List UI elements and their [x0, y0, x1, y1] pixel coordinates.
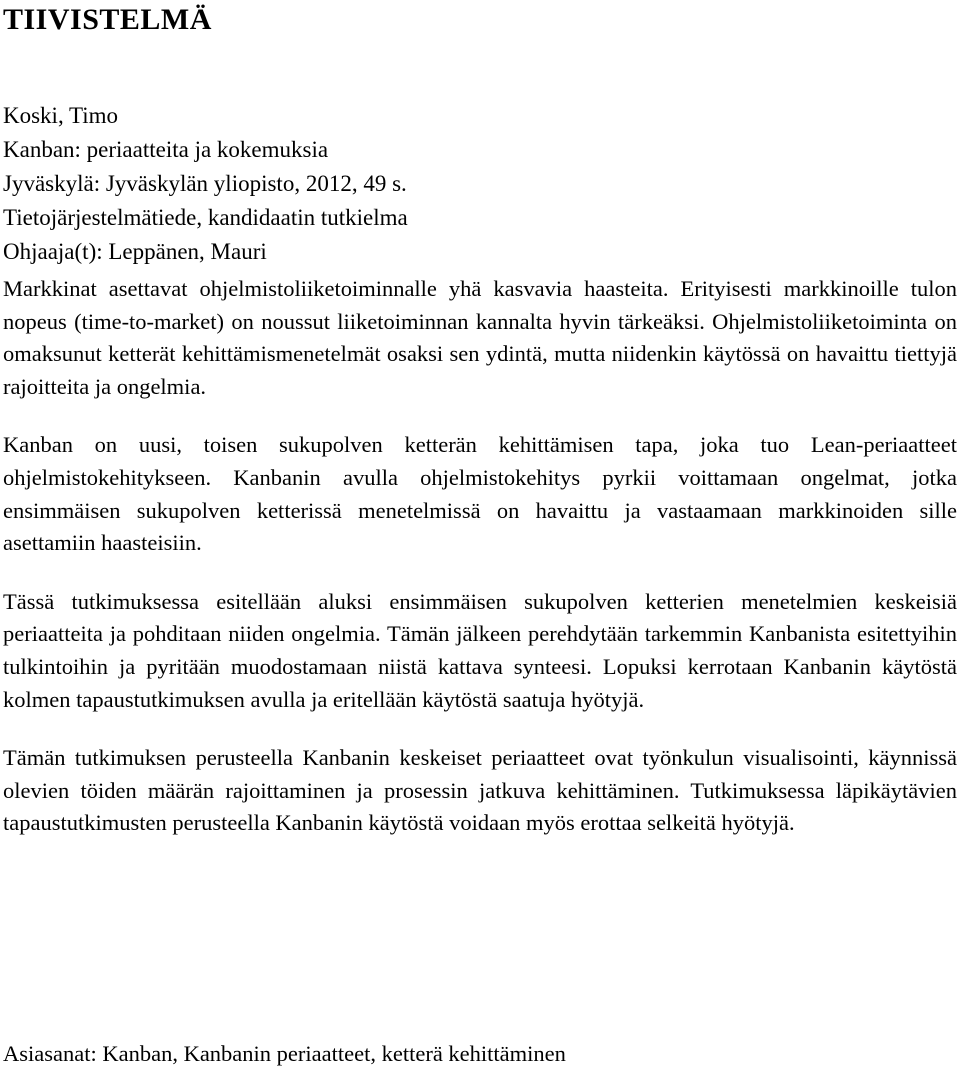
abstract-paragraph: Tässä tutkimuksessa esitellään aluksi ensimmäisen sukupolven ketterien menetelmien keskeisiä periaatteita ja pohditaan niiden ongelmia. Tämän jälkeen perehdytään tarkemmin Kanbanista esitettyihin tulkintoihin ja pyritään muodostamaan niistä kattava synteesi. Lopuksi kerrotaan Kanbanin käytöstä kolmen tapaustutkimuksen avulla ja eritellään käytöstä saatuja hyötyjä. [3, 588, 957, 712]
publisher-line: Jyväskylä: Jyväskylän yliopisto, 2012, 49 s. [3, 171, 407, 196]
keywords-line: Asiasanat: Kanban, Kanbanin periaatteet, ketterä kehittäminen [3, 1041, 566, 1066]
supervisor-line: Ohjaaja(t): Leppänen, Mauri [3, 239, 267, 264]
degree-line: Tietojärjestelmätiede, kandidaatin tutkielma [3, 205, 408, 230]
abstract-paragraph: Kanban on uusi, toisen sukupolven ketterän kehittämisen tapa, joka tuo Lean-periaatteet ohjelmistokehitykseen. Kanbanin avulla ohjelmistokehitys pyrkii voittamaan ongelmat, jotka ensimmäisen sukupolven ketterissä menetelmissä on havaittu ja vastaamaan markkinoiden sille asettamiin haasteisiin. [3, 432, 957, 556]
author-line: Koski, Timo [3, 103, 119, 128]
abstract-paragraph: Tämän tutkimuksen perusteella Kanbanin keskeiset periaatteet ovat työnkulun visualisointi, käynnissä olevien töiden määrän rajoittaminen ja prosessin jatkuva kehittäminen. Tutkimuksessa läpikäytävien tapaustutkimusten perusteella Kanbanin käytöstä voidaan myös erottaa selkeitä hyötyjä. [3, 745, 957, 836]
abstract-paragraph: Markkinat asettavat ohjelmistoliiketoiminnalle yhä kasvavia haasteita. Erityisesti markkinoille tulon nopeus (time-to-market) on noussut liiketoiminnan kannalta hyvin tärkeäksi. Ohjelmistoliiketoiminta on omaksunut ketterät kehittämismenetelmät osaksi sen ydintä, mutta niidenkin käytössä on havaittu tiettyjä rajoitteita ja ongelmia. [3, 276, 957, 399]
abstract-body [3, 273, 957, 866]
thesis-metadata [3, 99, 408, 269]
page-title: TIIVISTELMÄ [3, 3, 212, 36]
thesis-title-line: Kanban: periaatteita ja kokemuksia [3, 137, 329, 162]
